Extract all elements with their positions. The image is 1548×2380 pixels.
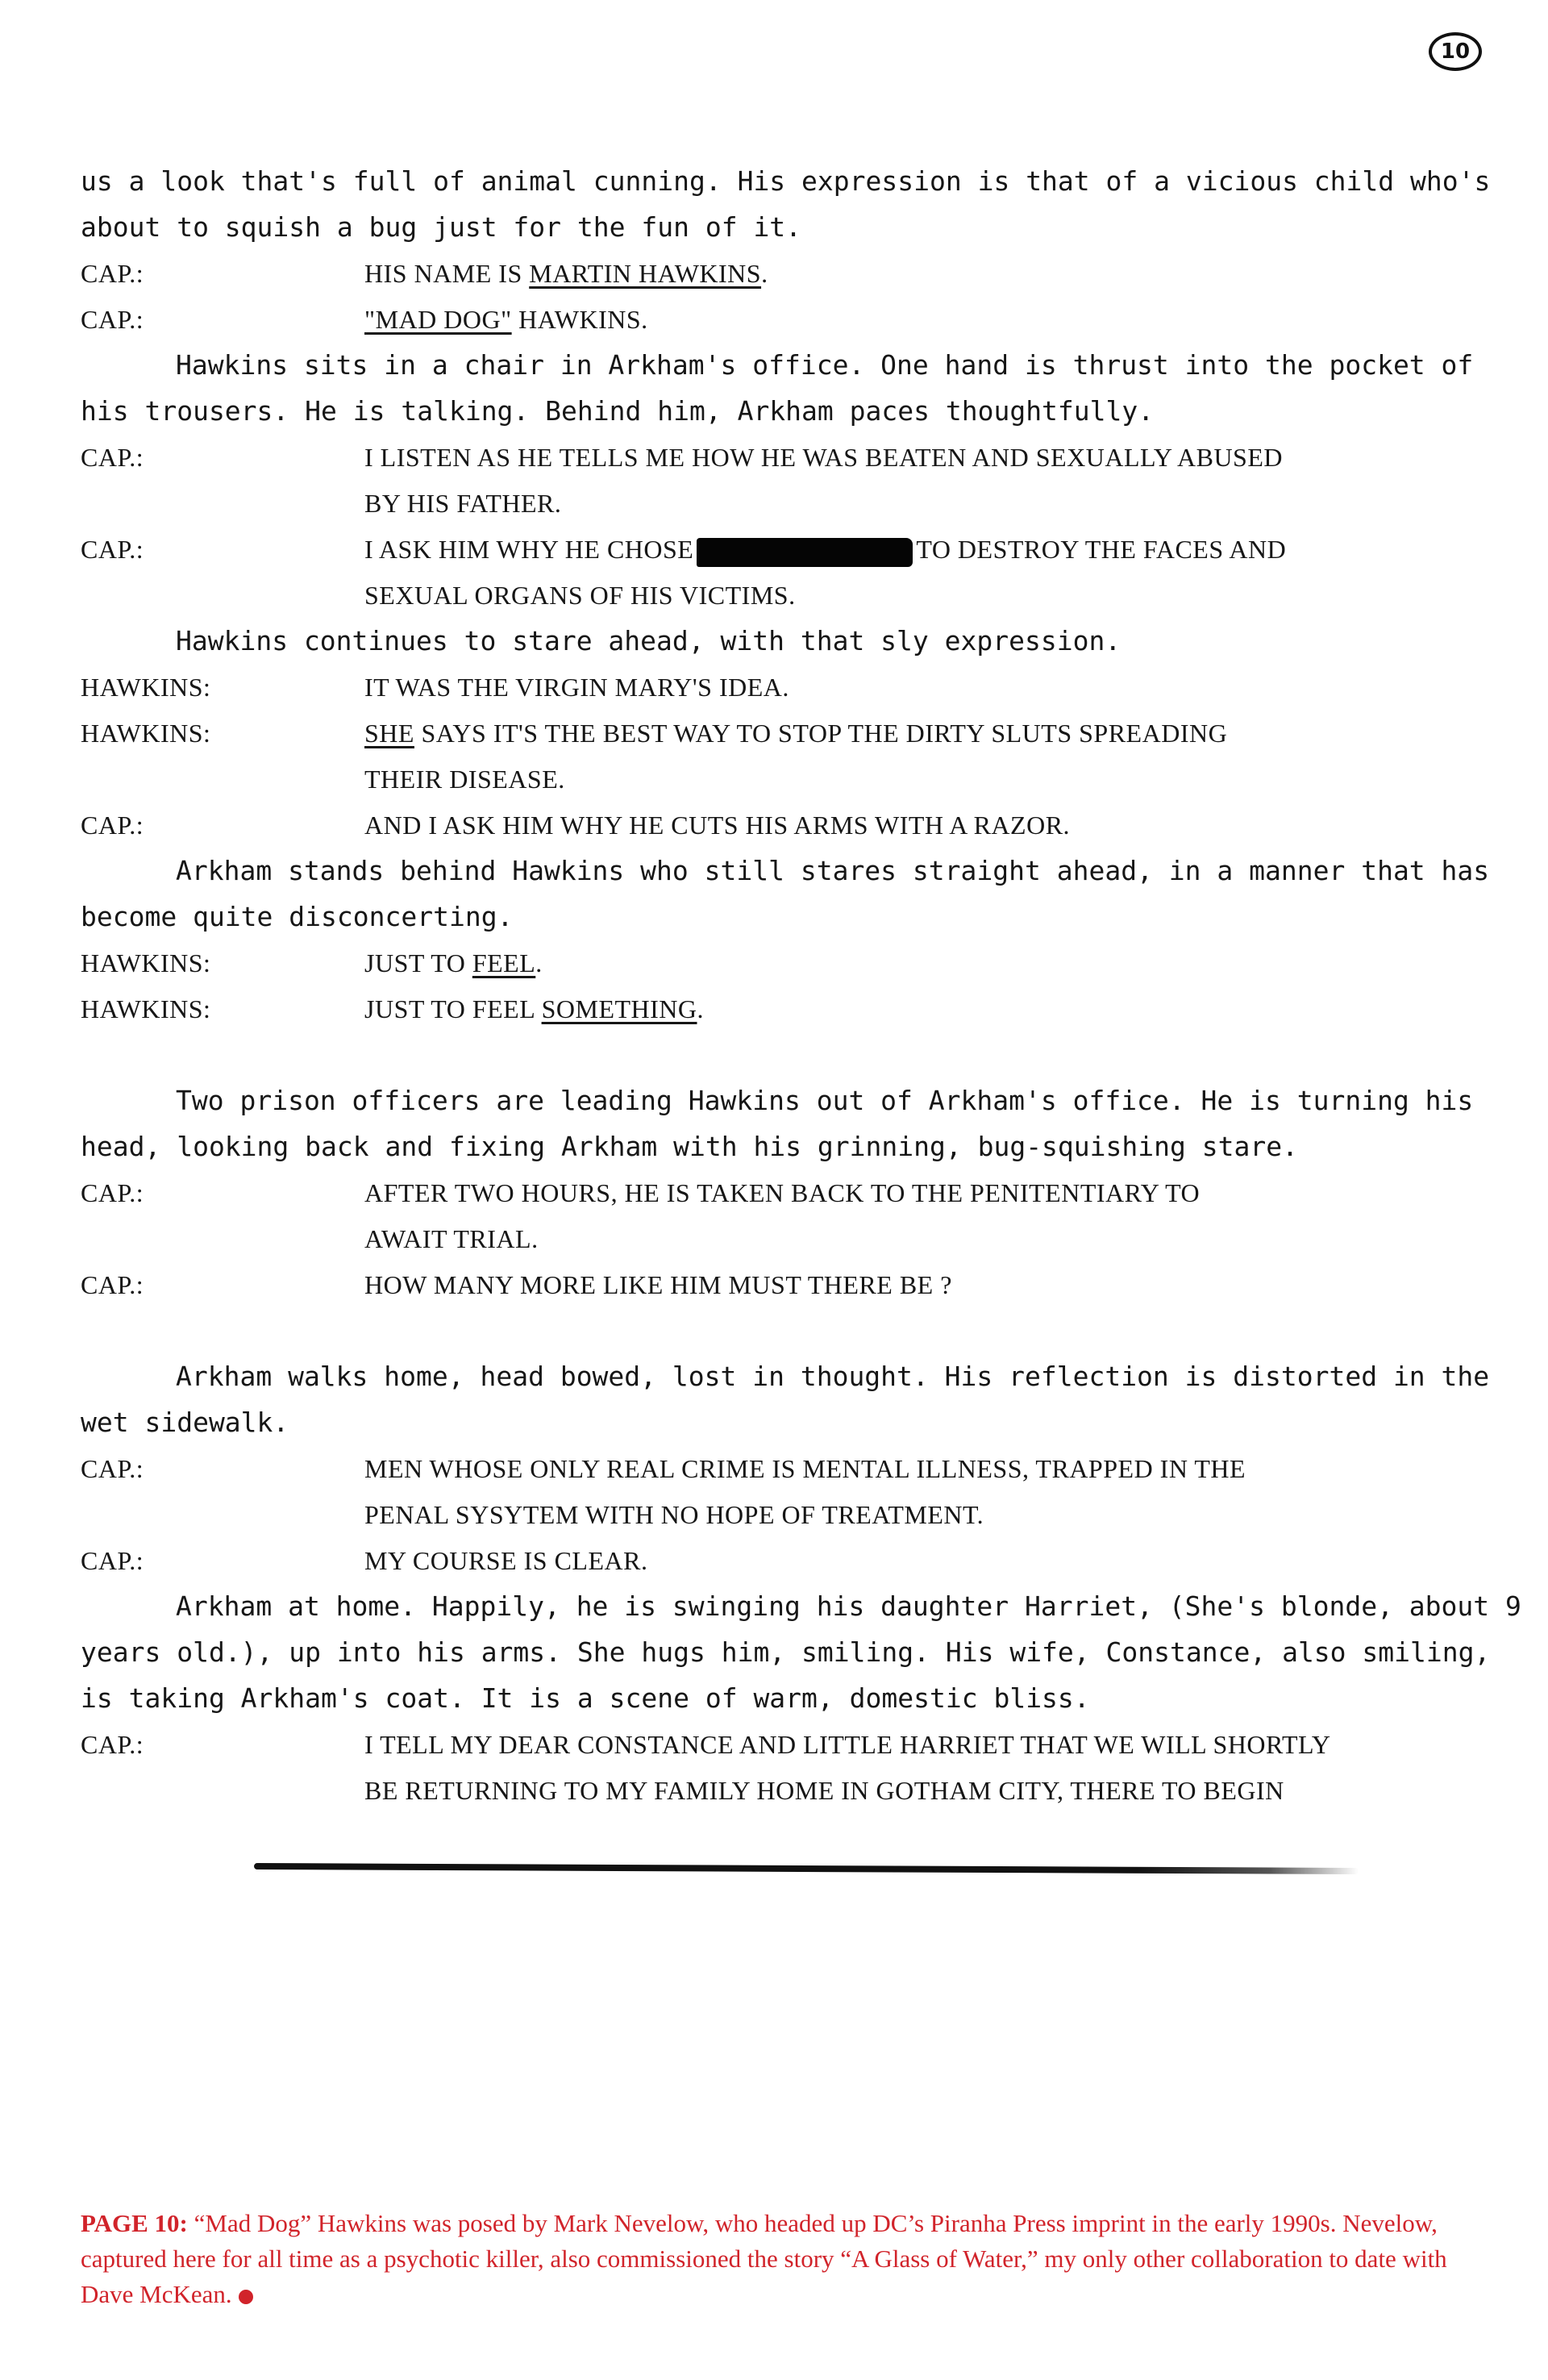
script-body <box>81 158 1521 1813</box>
action-text: Arkham walks home, head bowed, lost in thought. His reflection is distorted in the <box>176 1361 1490 1392</box>
annotation-note <box>81 2206 1484 2312</box>
dialogue-line <box>81 250 1484 296</box>
dialogue-text <box>364 673 789 702</box>
dialogue-line <box>81 434 1484 480</box>
dialogue-post: . <box>761 259 768 288</box>
speaker-label: HAWKINS: <box>81 994 211 1023</box>
action-text: years old.), up into his arms. She hugs him, smiling. His wife, Constance, also smiling, <box>81 1636 1491 1668</box>
action-line <box>81 388 1484 434</box>
dialogue-text <box>364 443 1283 472</box>
action-text: Arkham stands behind Hawkins who still stares straight ahead, in a manner that has <box>176 855 1490 886</box>
action-text: Hawkins continues to stare ahead, with that sly expression. <box>176 625 1121 656</box>
dialogue-text: SEXUAL ORGANS OF HIS VICTIMS. <box>364 581 796 610</box>
speaker-label: CAP.: <box>81 1546 144 1575</box>
page-number-circle <box>1429 32 1482 71</box>
dialogue-post: . <box>535 948 543 977</box>
action-text: Two prison officers are leading Hawkins out of Arkham's office. He is turning his <box>176 1085 1474 1116</box>
speaker-label: HAWKINS: <box>81 719 211 748</box>
dialogue-pre: I LISTEN AS HE TELLS ME HOW HE WAS BEATEN AND SEXUALLY ABUSED <box>364 443 1283 472</box>
speaker-label: HAWKINS: <box>81 948 211 977</box>
end-mark-icon <box>239 2290 253 2304</box>
dialogue-line <box>81 664 1484 710</box>
dialogue-post: HAWKINS. <box>511 305 648 334</box>
action-text: about to squish a bug just for the fun of it. <box>81 211 802 243</box>
dialogue-text <box>364 535 1286 564</box>
speaker-label: CAP.: <box>81 811 144 840</box>
dialogue-continuation <box>81 572 1484 618</box>
dialogue-continuation <box>81 1491 1484 1537</box>
dialogue-pre: HIS NAME IS <box>364 259 530 288</box>
dialogue-line <box>81 1721 1484 1767</box>
dialogue-text <box>364 1270 952 1299</box>
redaction-bar <box>697 538 913 567</box>
blank-line <box>81 1032 1484 1077</box>
dialogue-continuation <box>81 480 1484 526</box>
speaker-label: CAP.: <box>81 259 144 288</box>
dialogue-post: . <box>697 994 705 1023</box>
action-line <box>81 1123 1484 1169</box>
dialogue-post: SAYS IT'S THE BEST WAY TO STOP THE DIRTY SLUTS SPREADING <box>414 719 1228 748</box>
note-text: “Mad Dog” Hawkins was posed by Mark Nevelow, who headed up DC’s Piranha Press imprint in the early 1990s. Nevelow, captured here for all time as a psychotic killer, also commissioned the story “A Glass of Water,” my only other collaboration to date with Dave McKean. <box>81 2209 1447 2308</box>
dialogue-line <box>81 526 1484 572</box>
underlined-text: SHE <box>364 719 414 748</box>
dialogue-pre: IT WAS THE VIRGIN MARY'S IDEA. <box>364 673 789 702</box>
action-line <box>81 1675 1484 1721</box>
dialogue-text: PENAL SYSYTEM WITH NO HOPE OF TREATMENT. <box>364 1500 984 1529</box>
dialogue-text <box>364 1730 1330 1759</box>
dialogue-line <box>81 296 1484 342</box>
action-line <box>81 158 1491 204</box>
action-line <box>81 894 1484 940</box>
dialogue-text: AWAIT TRIAL. <box>364 1224 539 1253</box>
action-line <box>81 1353 1490 1399</box>
dialogue-text: BE RETURNING TO MY FAMILY HOME IN GOTHAM CITY, THERE TO BEGIN <box>364 1776 1284 1805</box>
action-line <box>81 1399 1484 1445</box>
dialogue-line <box>81 986 1484 1032</box>
action-text: wet sidewalk. <box>81 1407 289 1438</box>
dialogue-text <box>364 811 1070 840</box>
dialogue-line <box>81 1537 1484 1583</box>
dialogue-line <box>81 1169 1484 1215</box>
page-number: 10 <box>1440 40 1471 64</box>
action-line <box>81 342 1484 388</box>
speaker-label: CAP.: <box>81 305 144 334</box>
dialogue-line <box>81 802 1484 848</box>
underlined-text: FEEL <box>472 948 536 977</box>
dialogue-text <box>364 305 648 334</box>
action-line <box>81 204 1484 250</box>
dialogue-text <box>364 1454 1246 1483</box>
action-text: become quite disconcerting. <box>81 901 514 932</box>
dialogue-line <box>81 1261 1484 1307</box>
action-line <box>81 848 1490 894</box>
dialogue-text <box>364 719 1227 748</box>
dialogue-text <box>364 1178 1200 1207</box>
dialogue-pre: MY COURSE IS CLEAR. <box>364 1546 648 1575</box>
speaker-label: HAWKINS: <box>81 673 211 702</box>
dialogue-continuation <box>81 756 1484 802</box>
dialogue-pre: I ASK HIM WHY HE CHOSE <box>364 535 694 564</box>
action-text: Arkham at home. Happily, he is swinging his daughter Harriet, (She's blonde, about 9 <box>176 1590 1521 1622</box>
action-line <box>81 1629 1491 1675</box>
dialogue-text <box>364 1546 647 1575</box>
dialogue-pre: AND I ASK HIM WHY HE CUTS HIS ARMS WITH A RAZOR. <box>364 811 1071 840</box>
action-text: head, looking back and fixing Arkham with his grinning, bug-squishing stare. <box>81 1131 1298 1162</box>
dialogue-text <box>364 948 543 977</box>
action-text: his trousers. He is talking. Behind him, Arkham paces thoughtfully. <box>81 395 1155 427</box>
dialogue-pre: AFTER TWO HOURS, HE IS TAKEN BACK TO THE PENITENTIARY TO <box>364 1178 1201 1207</box>
dialogue-text <box>364 259 768 288</box>
dialogue-line <box>81 710 1484 756</box>
dialogue-text: BY HIS FATHER. <box>364 489 562 518</box>
speaker-label: CAP.: <box>81 443 144 472</box>
action-text: is taking Arkham's coat. It is a scene of warm, domestic bliss. <box>81 1682 1090 1714</box>
dialogue-post: TO DESTROY THE FACES AND <box>916 535 1287 564</box>
underlined-text: "MAD DOG" <box>364 305 512 334</box>
dialogue-pre: I TELL MY DEAR CONSTANCE AND LITTLE HARRIET THAT WE WILL SHORTLY <box>364 1730 1331 1759</box>
dialogue-pre: JUST TO <box>364 948 472 977</box>
action-line <box>81 1583 1521 1629</box>
action-line <box>81 618 1484 664</box>
dialogue-text: THEIR DISEASE. <box>364 765 565 794</box>
dialogue-line <box>81 1445 1484 1491</box>
blank-line <box>81 1307 1484 1353</box>
action-line <box>81 1077 1484 1123</box>
dialogue-continuation <box>81 1215 1484 1261</box>
dialogue-continuation <box>81 1767 1484 1813</box>
dialogue-text <box>364 994 704 1023</box>
speaker-label: CAP.: <box>81 535 144 564</box>
dialogue-pre: HOW MANY MORE LIKE HIM MUST THERE BE ? <box>364 1270 952 1299</box>
note-label: PAGE 10: <box>81 2209 188 2237</box>
speaker-label: CAP.: <box>81 1178 144 1207</box>
speaker-label: CAP.: <box>81 1270 144 1299</box>
underlined-text: SOMETHING <box>541 994 697 1023</box>
action-text: us a look that's full of animal cunning. His expression is that of a vicious child who's <box>81 165 1491 197</box>
speaker-label: CAP.: <box>81 1454 144 1483</box>
dialogue-pre: JUST TO FEEL <box>364 994 542 1023</box>
speaker-label: CAP.: <box>81 1730 144 1759</box>
dialogue-line <box>81 940 1484 986</box>
dialogue-pre: MEN WHOSE ONLY REAL CRIME IS MENTAL ILLNESS, TRAPPED IN THE <box>364 1454 1246 1483</box>
underlined-text: MARTIN HAWKINS <box>529 259 762 288</box>
end-rule <box>254 1863 1359 1874</box>
action-text: Hawkins sits in a chair in Arkham's office. One hand is thrust into the pocket of <box>176 349 1474 381</box>
